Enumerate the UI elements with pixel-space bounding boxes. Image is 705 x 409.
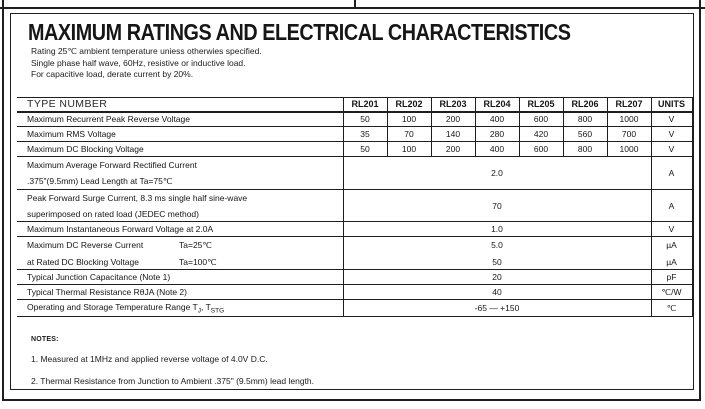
- param-subscript: J: [197, 307, 201, 315]
- unit-cell: V: [651, 222, 692, 237]
- condition-line: For capacitive load, derate current by 20%.: [31, 69, 194, 79]
- ratings-table: [17, 97, 693, 317]
- table-row: [17, 237, 692, 270]
- value-cell: 1000: [607, 142, 651, 157]
- table-row: [17, 142, 692, 157]
- column-header-rl203: RL203: [431, 98, 475, 112]
- page-frame-bottom-line: [2, 399, 701, 401]
- param-cell: [17, 237, 343, 270]
- param-cell: Maximum DC Blocking Voltage: [17, 142, 343, 157]
- column-header-rl205: RL205: [519, 98, 563, 112]
- value-cell: -65 — +150: [343, 300, 651, 317]
- table-row: [17, 285, 692, 300]
- value-cell: 200: [431, 142, 475, 157]
- value-line: 50: [492, 256, 502, 267]
- value-cell: 70: [343, 190, 651, 222]
- value-cell: 400: [475, 142, 519, 157]
- value-line: 5.0: [491, 239, 503, 250]
- page-frame-right-line: [699, 0, 701, 401]
- value-cell: 40: [343, 285, 651, 300]
- column-header-rl201: RL201: [343, 98, 387, 112]
- param-line: Maximum Average Forward Rectified Current: [27, 159, 197, 170]
- value-cell: 700: [607, 127, 651, 142]
- condition-label: Ta=25℃: [179, 239, 212, 250]
- table-row: [17, 300, 692, 317]
- value-cell: 600: [519, 112, 563, 127]
- unit-cell: ℃: [651, 300, 692, 317]
- column-header-units: UNITS: [651, 98, 692, 112]
- table-row: [17, 157, 692, 190]
- unit-cell: ℃/W: [651, 285, 692, 300]
- param-line: at Rated DC Blocking Voltage: [27, 256, 139, 267]
- column-header-rl207: RL207: [607, 98, 651, 112]
- param-line: .375"(9.5mm) Lead Length at Ta=75℃: [27, 175, 173, 186]
- column-header-type-number: TYPE NUMBER: [17, 98, 343, 112]
- value-cell: 800: [563, 112, 607, 127]
- param-cell: Typical Thermal Resistance RθJA (Note 2): [17, 285, 343, 300]
- column-header-rl202: RL202: [387, 98, 431, 112]
- note-item: 2. Thermal Resistance from Junction to Ambient .375" (9.5mm) lead length.: [31, 376, 315, 386]
- param-cell: Typical Junction Capacitance (Note 1): [17, 270, 343, 285]
- value-cell: 1.0: [343, 222, 651, 237]
- param-cell: [17, 190, 343, 222]
- value-cell: 200: [431, 112, 475, 127]
- unit-cell: A: [651, 157, 692, 190]
- value-cell: 100: [387, 112, 431, 127]
- value-cell: 280: [475, 127, 519, 142]
- unit-cell: V: [651, 112, 692, 127]
- param-cell: [17, 157, 343, 190]
- table-header-row: [17, 98, 692, 112]
- value-cell: 560: [563, 127, 607, 142]
- value-cell: 420: [519, 127, 563, 142]
- column-header-rl204: RL204: [475, 98, 519, 112]
- unit-cell: A: [651, 190, 692, 222]
- notes-heading: NOTES:: [31, 336, 59, 343]
- param-cell: Maximum Instantaneous Forward Voltage at 2.0A: [17, 222, 343, 237]
- table-row: [17, 112, 692, 127]
- column-header-rl206: RL206: [563, 98, 607, 112]
- page-frame-divider-stub: [354, 0, 356, 7]
- page-frame-top-line: [0, 7, 705, 9]
- param-line: Peak Forward Surge Current, 8.3 ms single half sine-wave: [27, 192, 248, 203]
- value-cell: 400: [475, 112, 519, 127]
- condition-line: Single phase half wave, 60Hz, resistive or inductive load.: [31, 57, 246, 68]
- value-cell: 35: [343, 127, 387, 142]
- value-cell: 600: [519, 142, 563, 157]
- table-row: [17, 190, 692, 222]
- unit-cell: V: [651, 127, 692, 142]
- value-cell: 20: [343, 270, 651, 285]
- param-line: Maximum DC Reverse Current: [27, 239, 144, 250]
- table-row: [17, 222, 692, 237]
- value-cell: 800: [563, 142, 607, 157]
- unit-cell: [651, 237, 692, 270]
- section-box: [10, 13, 694, 390]
- unit-line: µA: [666, 239, 677, 250]
- value-cell: 1000: [607, 112, 651, 127]
- value-cell: 140: [431, 127, 475, 142]
- param-subscript: STG: [210, 307, 225, 315]
- value-cell: 50: [343, 112, 387, 127]
- unit-cell: pF: [651, 270, 692, 285]
- section-title: MAXIMUM RATINGS AND ELECTRICAL CHARACTERISTICS: [28, 19, 571, 45]
- rating-conditions: [31, 46, 262, 81]
- param-cell: Maximum RMS Voltage: [17, 127, 343, 142]
- unit-line: µA: [666, 256, 677, 267]
- table-row: [17, 270, 692, 285]
- value-cell: 50: [343, 142, 387, 157]
- value-cell: [343, 237, 651, 270]
- param-line: , T: [201, 301, 211, 312]
- condition-label: Ta=100℃: [179, 256, 217, 267]
- condition-line: Rating 25℃ ambient temperature uniess otherwies specified.: [31, 46, 262, 56]
- unit-cell: V: [651, 142, 692, 157]
- param-cell: [17, 300, 343, 317]
- table-row: [17, 127, 692, 142]
- param-line: superimposed on rated load (JEDEC method): [27, 208, 199, 219]
- note-item: 1. Measured at 1MHz and applied reverse voltage of 4.0V D.C.: [31, 354, 268, 364]
- param-cell: Maximum Recurrent Peak Reverse Voltage: [17, 112, 343, 127]
- value-cell: 70: [387, 127, 431, 142]
- param-line: Operating and Storage Temperature Range T: [27, 301, 198, 312]
- value-cell: 2.0: [343, 157, 651, 190]
- page-frame-left-line: [2, 0, 4, 401]
- value-cell: 100: [387, 142, 431, 157]
